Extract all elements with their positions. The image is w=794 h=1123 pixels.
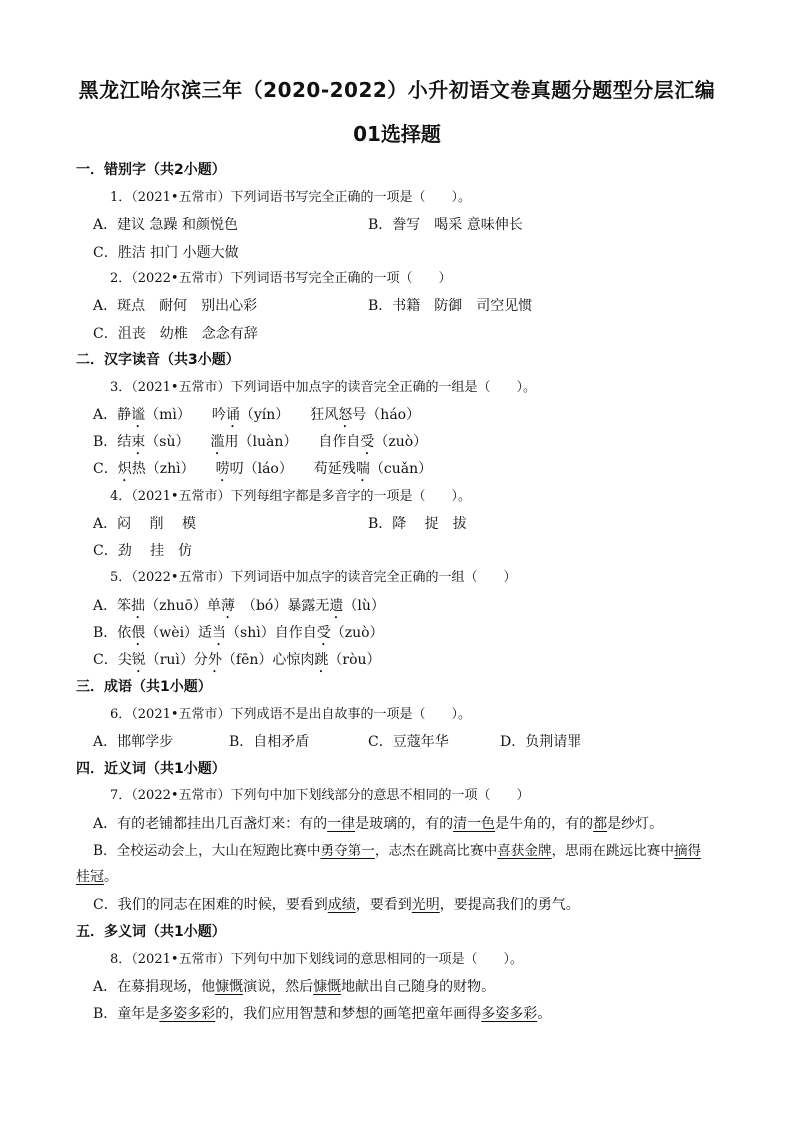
question-4-option-c: C．劲 挂 仿 <box>93 543 193 559</box>
question-5-option-a: A．笨拙（zhuō）单薄 （bó）暴露无遗（lù） <box>93 598 385 614</box>
question-6-stem: 6．（2021•五常市）下列成语不是出自故事的一项是（ ）。 <box>110 707 472 722</box>
question-3-stem: 3．（2021•五常市）下列词语中加点字的读音完全正确的一组是（ ）。 <box>110 380 537 395</box>
question-5-option-c: C．尖锐（ruì）分外（fēn）心惊肉跳（ròu） <box>93 652 381 668</box>
section-heading-idioms: 三．成语（共1小题） <box>76 679 212 695</box>
question-1-option-c: C．胜洁 扣门 小题大做 <box>93 245 239 261</box>
section-heading-synonyms: 四．近义词（共1小题） <box>76 761 226 777</box>
question-8-option-b: B．童年是多姿多彩的，我们应用智慧和梦想的画笔把童年画得多姿多彩。 <box>93 1006 552 1022</box>
question-2-option-a: A．斑点 耐何 别出心彩 <box>93 298 258 314</box>
question-3-option-a: A．静谧（mì） 吟诵（yín） 狂风怒号（háo） <box>93 407 421 423</box>
document-subtitle: 01选择题 <box>353 122 441 146</box>
document-title: 黑龙江哈尔滨三年（2020-2022）小升初语文卷真题分题型分层汇编 <box>78 78 716 102</box>
question-8-stem: 8．（2021•五常市）下列句中加下划线词的意思相同的一项是（ ）。 <box>110 952 524 967</box>
question-7-option-b: B．全校运动会上，大山在短跑比赛中勇夺第一，志杰在跳高比赛中喜获金牌，思雨在跳远比赛中摘得 <box>93 843 702 859</box>
section-heading-pronunciation: 二．汉字读音（共3小题） <box>76 352 240 368</box>
question-7-option-a: A．有的老铺都挂出几百盏灯来：有的一律是玻璃的，有的清一色是牛角的，有的都是纱灯。 <box>93 816 664 832</box>
question-5-stem: 5．（2022•五常市）下列词语中加点字的读音完全正确的一组（ ） <box>110 570 517 585</box>
question-1-option-b: B．誊写 喝采 意味伸长 <box>368 217 523 233</box>
question-6-option-a: A．邯郸学步 <box>93 734 174 750</box>
question-7-stem: 7．（2022•五常市）下列句中加下划线部分的意思不相同的一项（ ） <box>110 788 530 803</box>
question-2-stem: 2．（2022•五常市）下列词语书写完全正确的一项（ ） <box>110 271 452 286</box>
question-6-option-c: C．豆蔻年华 <box>368 734 449 750</box>
question-1-option-a: A．建议 急躁 和颜悦色 <box>93 217 239 233</box>
question-2-option-c: C．沮丧 幼椎 念念有辞 <box>93 326 258 342</box>
question-4-option-a: A．闷 削 模 <box>93 516 197 532</box>
question-1-stem: 1．（2021•五常市）下列词语书写完全正确的一项是（ ）。 <box>110 190 472 205</box>
question-4-stem: 4．（2021•五常市）下列每组字都是多音字的一项是（ ）。 <box>110 489 472 504</box>
section-heading-polysemy: 五．多义词（共1小题） <box>76 924 226 940</box>
question-3-option-b: B．结束（sù） 滥用（luàn） 自作自受（zuò） <box>93 434 428 450</box>
question-6-option-b: B．自相矛盾 <box>229 734 310 750</box>
question-7-option-b-continued: 桂冠。 <box>76 869 118 885</box>
question-4-option-b: B．降 捉 拔 <box>368 516 467 532</box>
question-2-option-b: B．书籍 防御 司空见惯 <box>368 298 533 314</box>
question-8-option-a: A．在募捐现场，他慷慨演说，然后慷慨地献出自己随身的财物。 <box>93 979 496 995</box>
section-heading-typos: 一．错别字（共2小题） <box>76 162 226 178</box>
question-6-option-d: D．负荆请罪 <box>500 734 582 750</box>
question-7-option-c: C．我们的同志在困难的时候，要看到成绩，要看到光明，要提高我们的勇气。 <box>93 897 580 913</box>
question-5-option-b: B．依偎（wèi）适当（shì）自作自受（zuò） <box>93 625 384 641</box>
question-3-option-c: C．炽热（zhì） 唠叨（láo） 苟延残喘（cuǎn） <box>93 461 433 477</box>
